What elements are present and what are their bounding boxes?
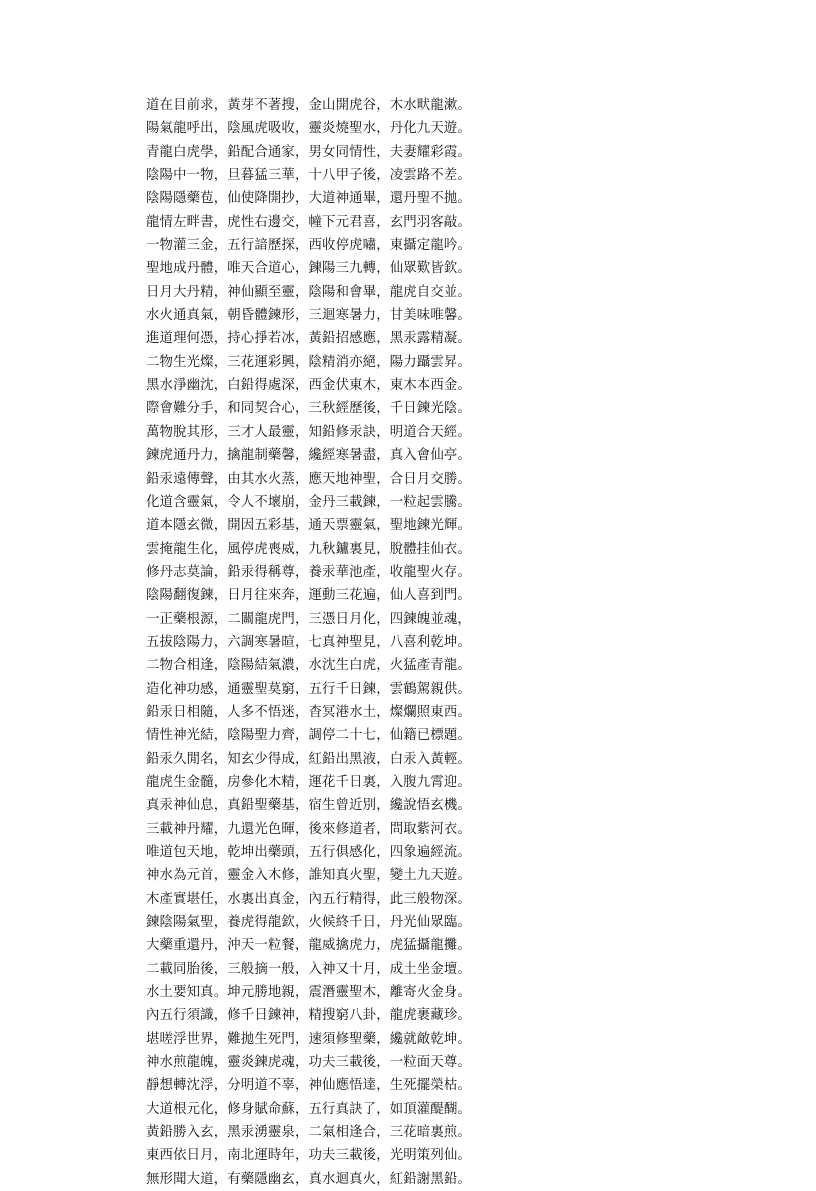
text-line: 日月大丹精，神仙顯至靈，陰陽和會畢，龍虎自交並。 (146, 284, 471, 300)
text-line: 鉛汞日相隨，人多不悟迷，杳冥港水土，燦爛照東西。 (146, 704, 471, 720)
text-line: 進道理何憑，持心掙若冰，黃鉛招感應，黑汞露精凝。 (146, 331, 471, 347)
text-line: 萬物脫其形，三才人最靈，知鉛修汞訣，明道合天經。 (146, 424, 471, 440)
text-line: 一物灌三金，五行諳歷探，西收停虎嘯，東攝定龍吟。 (146, 238, 471, 254)
text-body (146, 94, 486, 1191)
text-line: 黃鉛勝入玄，黑汞湧靈泉，二氣相逢合，三花暗裏煎。 (146, 1125, 471, 1141)
text-line: 唯道包天地，乾坤出藥頭，五行俱感化，四象遍經流。 (146, 845, 471, 860)
text-line: 道本隱玄微，開因五彩基，通天票靈氣，聖地鍊光輝。 (146, 518, 471, 534)
text-line: 鉛汞久閒名，知玄少得成，紅鉛出黑液，白汞入黃輕。 (146, 751, 471, 767)
text-line: 化道含靈氣，令人不壞崩，金丹三載鍊，一粒起雲騰。 (146, 494, 471, 510)
text-line: 五拔陰陽力，六調寒暑暄，七真神聖見，八喜利乾坤。 (146, 634, 471, 650)
text-line: 東西依日月，南北運時年，功夫三載後，光明策列仙。 (146, 1148, 471, 1164)
text-line: 水土要知真。坤元勝地親，震潛靈聖木，離寄火金身。 (146, 985, 471, 1001)
text-line: 際會難分手，和同契合心，三秋經歷後，千日鍊光陰。 (146, 401, 471, 417)
text-line: 陰陽隱藥苞，仙使降開抄，大道神通畢，還丹聖不拋。 (146, 191, 471, 207)
text-line: 無形聞大道，有藥隱幽玄，真水迴真火，紅鉛謝黑鉛。 (146, 1171, 471, 1187)
text-line: 道在目前求，黃芽不著搜，金山開虎谷，木水畎龍漱。 (146, 98, 471, 113)
text-line: 黑水淨幽沈，白鉛得處深，西金伏東木，東木本西金。 (146, 378, 471, 394)
text-line: 陰陽翻復鍊，日月往來奔，運動三花遍，仙人喜到門。 (146, 588, 471, 604)
text-line: 堪嗟浮世界，難拋生死門，速須修聖藥，纔就敵乾坤。 (146, 1031, 471, 1047)
text-line: 雲掩龍生化，風停虎喪威，九秋鑪裏見，脫體挂仙衣。 (146, 541, 471, 557)
text-line: 龍虎生金髓，房參化木精，運花千日裏，入腹九霄迎。 (146, 774, 471, 790)
text-line: 情性神光結，陰陽聖力齊，調停二十七，仙籍已標題。 (146, 728, 471, 744)
text-line: 造化神功感，通靈聖莫窮，五行千日鍊，雲鶴駕親供。 (146, 681, 471, 697)
text-line: 陰陽中一物，旦暮猛三華，十八甲子後，凌雲路不差。 (146, 168, 471, 184)
text-line: 二載同胎後，三般摘一般，入神又十月，成土坐金壇。 (146, 961, 471, 977)
text-line: 二物合相逢，陰陽結氣濃，水沈生白虎，火猛產青龍。 (146, 658, 471, 674)
text-line: 青龍白虎學，鉛配合通家，男女同情性，夫妻耀彩霞。 (146, 144, 471, 160)
text-line: 三載神丹耀，九還光色暉，後來修道者，問取紫河衣。 (146, 821, 471, 837)
text-line: 鍊陰陽氣聖，養虎得龍欽，火候終千日，丹光仙眾臨。 (146, 915, 471, 931)
text-line: 聖地成丹體，唯天合道心，鍊陽三九轉，仙眾歎皆欽。 (146, 261, 471, 277)
text-line: 木產實堪任，水裏出真金，內五行精得，此三般物深。 (146, 891, 471, 907)
text-line: 靜想轉沈浮，分明道不辜，神仙應悟達，生死擺榮枯。 (146, 1078, 471, 1094)
text-line: 大藥重還丹，沖天一粒餐，龍威擒虎力，虎猛攝龍攤。 (146, 938, 471, 954)
text-line: 神水為元首，靈金入木修，誰知真火聖，變土九天遊。 (146, 868, 471, 884)
text-line: 陽氣龍呼出，陰風虎吸收，靈炎燒聖水，丹化九天遊。 (146, 121, 471, 137)
text-line: 鉛汞遠傳聲，由其水火蒸，應天地神聖，合日月交勝。 (146, 471, 471, 487)
text-line: 龍情左畔書，虎性右邊交，幢下元君喜，玄門羽客敲。 (146, 214, 471, 230)
text-line: 真汞神仙息，真鉛聖藥基，宿生曾近別，纔說悟玄機。 (146, 798, 471, 814)
text-line: 二物生光燦，三花運彩興，陰精消亦絕，陽力躡雲昇。 (146, 354, 471, 370)
text-line: 內五行須識，修千日鍊神，精搜窮八卦，龍虎裹藏珍。 (146, 1008, 471, 1024)
text-line: 鍊虎通丹力，擒龍制藥馨，纔經寒暑盡，真入會仙亭。 (146, 448, 471, 464)
text-line: 一正藥根源，二關龍虎門，三憑日月化，四鍊魄並魂， (146, 611, 471, 627)
text-line: 修丹志莫論，鉛汞得稱尊，養汞華池產，收龍聖火存。 (146, 564, 471, 580)
text-line: 神水煎龍魄，靈炎鍊虎魂，功夫三載後，一粒面天尊。 (146, 1055, 471, 1071)
text-line: 水火通真氣，朝昏體鍊形，三迴寒暑力，甘美味唯馨。 (146, 308, 471, 324)
text-line: 大道根元化，修身賦命蘇，五行真訣了，如頂灌醍醐。 (146, 1101, 471, 1117)
